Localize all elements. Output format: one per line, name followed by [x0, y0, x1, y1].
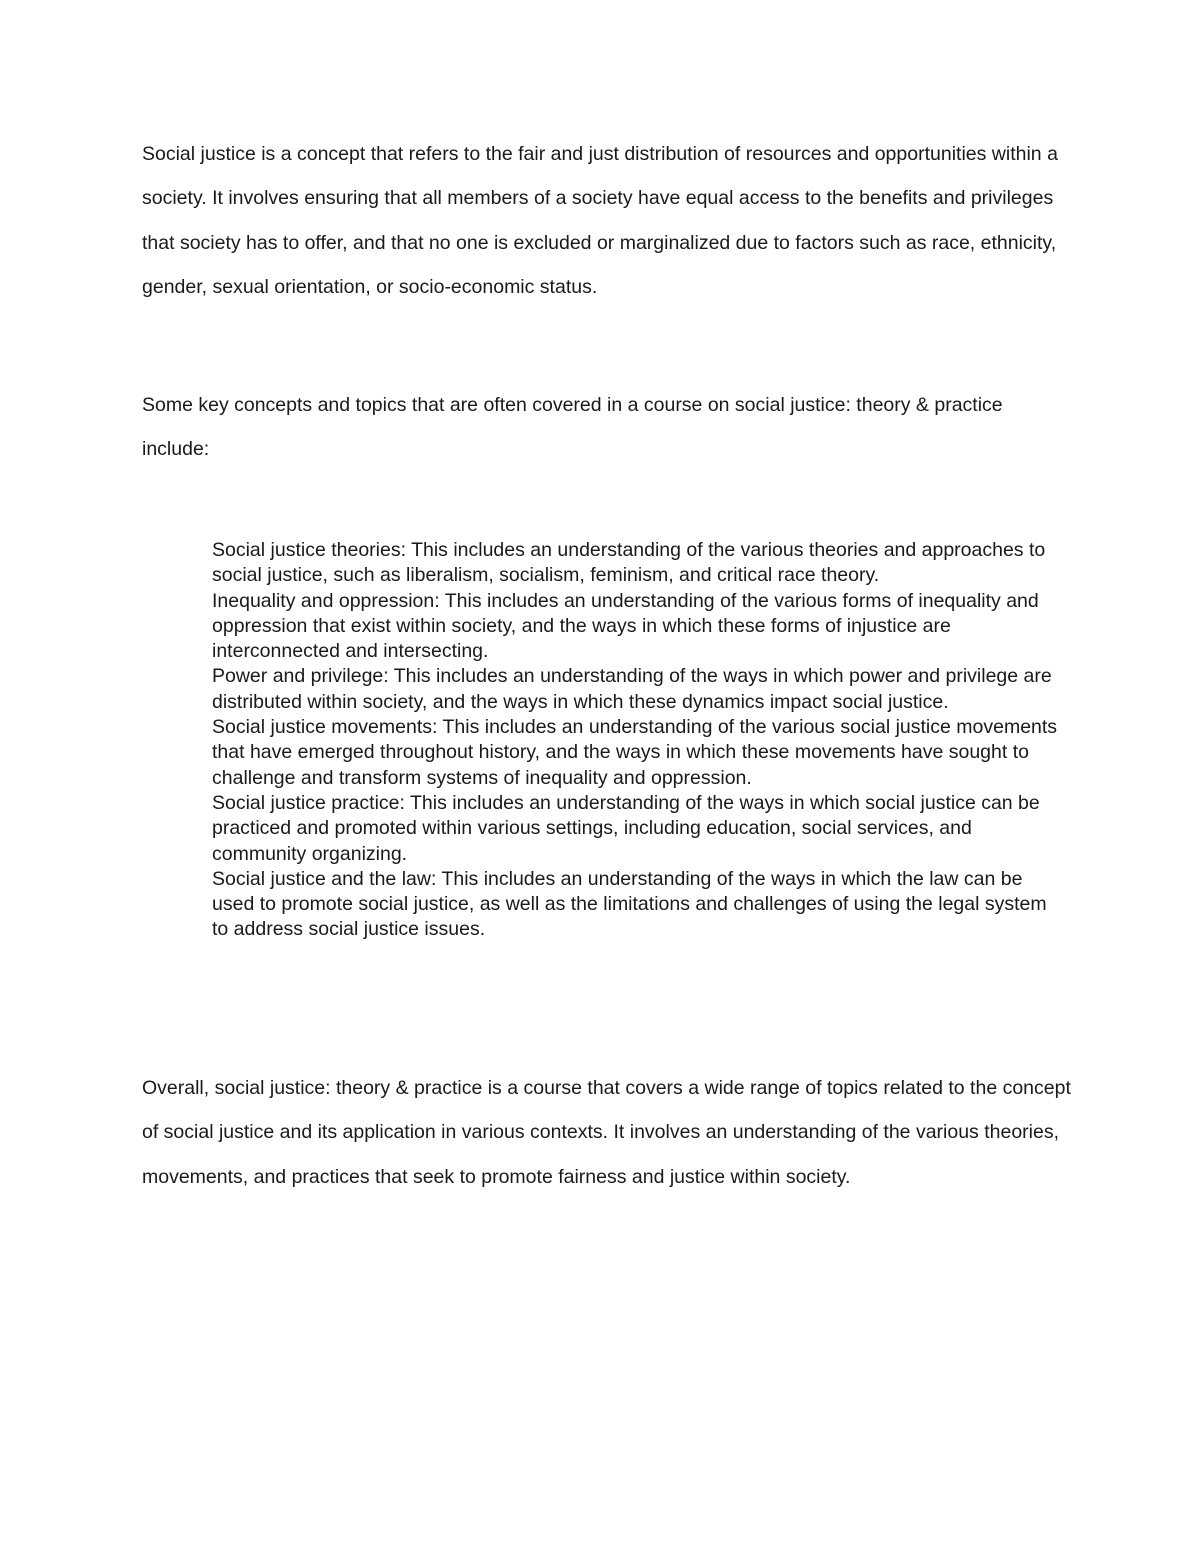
- list-item: Social justice theories: This includes an understanding of the various theories and approaches to social justice, such as liberalism, socialism, feminism, and critical race theory.: [212, 539, 1046, 587]
- lead-in-paragraph: Some key concepts and topics that are often covered in a course on social justice: theory & practice include:: [142, 394, 1003, 461]
- list-item: Social justice movements: This includes an understanding of the various social justice movements that have emerged throughout history, and the ways in which these movements have sought to challenge and transform systems of inequality and oppression.: [212, 716, 1058, 789]
- list-item: Power and privilege: This includes an understanding of the ways in which power and privilege are distributed within society, and the ways in which these dynamics impact social justice.: [212, 665, 1052, 713]
- topics-list: [212, 538, 1062, 943]
- conclusion-paragraph: Overall, social justice: theory & practice is a course that covers a wide range of topics related to the concept of social justice and its application in various contexts. It involves an understanding of the various theories, movements, and practices that seek to promote fairness and justice within society.: [142, 1077, 1071, 1188]
- list-item: Inequality and oppression: This includes an understanding of the various forms of inequality and oppression that exist within society, and the ways in which these forms of injustice are interconnected and intersecting.: [212, 589, 1039, 663]
- list-item: Social justice practice: This includes an understanding of the ways in which social justice can be practiced and promoted within various settings, including education, social services, and community organizing.: [212, 791, 1040, 865]
- intro-paragraph: Social justice is a concept that refers to the fair and just distribution of resources and opportunities within a society. It involves ensuring that all members of a society have equal access to the benefits and privileges that society has to offer, and that no one is excluded or marginalized due to factors such as race, ethnicity, gender, sexual orientation, or socio-economic status.: [142, 143, 1058, 298]
- list-item: Social justice and the law: This includes an understanding of the ways in which the law can be used to promote social justice, as well as the limitations and challenges of using the legal system to address social justice issues.: [212, 867, 1047, 941]
